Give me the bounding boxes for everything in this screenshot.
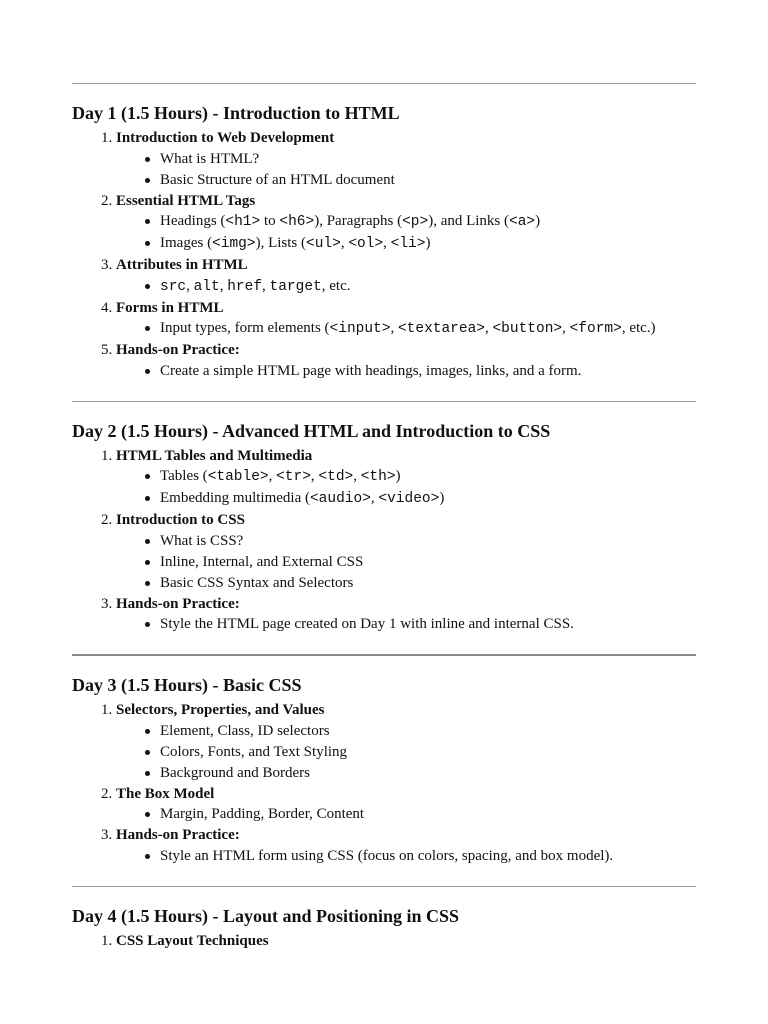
subtopic-text: ), and Links ( [428,213,510,229]
subtopic-text: Input types, form elements ( [160,320,330,336]
subtopic-item [160,466,696,488]
subtopic-item [160,804,696,825]
code-snippet: <table> [207,469,269,485]
topic-title: The Box Model [116,785,215,802]
subtopic-list [116,846,696,867]
code-snippet: <h1> [225,214,261,230]
subtopic-text: Images ( [160,235,213,251]
day-heading: Day 1 (1.5 Hours) - Introduction to HTML [72,103,400,123]
subtopic-item [160,170,696,191]
subtopic-item [160,552,696,573]
subtopic-item [160,846,696,867]
subtopic-text: , [219,277,228,294]
subtopic-text: ), Paragraphs ( [314,213,403,229]
code-snippet: <input> [329,321,391,337]
subtopic-text: , etc. [321,277,351,294]
subtopic-list [116,276,696,298]
subtopic-text: Embedding multimedia ( [160,490,310,506]
code-snippet: <form> [569,321,622,337]
topic-list [72,931,696,952]
subtopic-text: Colors, Fonts, and Text Styling [160,743,348,760]
topic-title: Attributes in HTML [116,257,248,273]
day-heading: Day 2 (1.5 Hours) - Advanced HTML and Introduction to CSS [72,420,551,441]
code-snippet: <a> [509,214,536,230]
subtopic-list [116,804,696,825]
subtopic-list [116,361,696,382]
topic-item [116,446,696,511]
topic-item [116,825,696,867]
subtopic-item [160,211,696,233]
code-snippet: href [227,278,263,295]
subtopic-text: Tables ( [160,468,208,484]
code-snippet: <tr> [276,469,311,485]
topic-list [72,128,696,382]
section-divider [72,83,696,84]
code-snippet: alt [193,278,220,295]
subtopic-text: ) [535,213,541,229]
subtopic-text: Basic Structure of an HTML document [160,171,395,188]
code-snippet: <video> [378,491,440,507]
topic-item [116,784,696,826]
topic-title: Introduction to CSS [116,512,245,528]
topic-title: CSS Layout Techniques [116,932,269,949]
subtopic-list [116,614,696,635]
subtopic-text: , [310,468,319,484]
code-snippet: <ul> [306,236,341,252]
section-divider [72,401,696,402]
subtopic-text: Margin, Padding, Border, Content [160,806,365,822]
code-snippet: <th> [360,469,396,485]
code-snippet: <ol> [348,236,384,252]
subtopic-text: , etc.) [621,320,656,336]
section-divider [72,886,696,887]
subtopic-list [116,149,696,191]
code-snippet: <p> [402,214,429,230]
subtopic-item [160,233,696,255]
subtopic-item [160,149,696,170]
topic-title: Hands-on Practice: [116,827,240,843]
subtopic-list [116,466,696,510]
subtopic-text: , [390,320,398,336]
topic-title: Essential HTML Tags [116,192,256,209]
day-heading: Day 3 (1.5 Hours) - Basic CSS [72,675,302,695]
topic-item [116,340,696,382]
topic-title: Hands-on Practice: [116,342,240,358]
subtopic-text: Style an HTML form using CSS (focus on colors, spacing, and box model). [160,847,614,864]
code-snippet: <button> [492,321,563,337]
subtopic-text: , [353,468,361,484]
subtopic-text: Create a simple HTML page with headings, images, links, and a form. [160,362,582,379]
subtopic-item [160,276,696,298]
code-snippet: <textarea> [397,321,485,337]
section-divider [72,654,696,656]
topic-list [72,700,696,867]
subtopic-text: Headings ( [160,213,226,229]
subtopic-item [160,361,696,382]
topic-list [72,446,696,636]
subtopic-item [160,573,696,594]
subtopic-item [160,318,696,340]
topic-item [116,594,696,636]
subtopic-item [160,763,696,784]
topic-title: Forms in HTML [116,299,224,316]
subtopic-text: , [562,320,570,336]
subtopic-text: Background and Borders [160,764,310,781]
subtopic-text: ) [395,468,401,484]
code-snippet: <li> [390,236,426,252]
topic-title: Introduction to Web Development [116,130,335,146]
subtopic-item [160,488,696,510]
subtopic-text: , [268,468,277,484]
subtopic-text: , [340,235,349,251]
subtopic-text: Style the HTML page created on Day 1 with inline and internal CSS. [160,616,574,632]
topic-item [116,510,696,594]
topic-item [116,128,696,191]
code-snippet: target [269,278,322,295]
code-snippet: src [160,278,187,295]
topic-item [116,298,696,341]
subtopic-list [116,318,696,340]
code-snippet: <audio> [309,491,371,507]
topic-item [116,255,696,298]
code-snippet: <h6> [279,214,315,230]
subtopic-text: , [370,490,379,506]
topic-title: Selectors, Properties, and Values [116,702,325,718]
subtopic-text: to [260,213,280,229]
subtopic-text: , [262,277,270,294]
subtopic-item [160,742,696,763]
subtopic-text: ) [425,235,431,251]
topic-title: Hands-on Practice: [116,595,240,612]
subtopic-text: What is HTML? [160,150,260,167]
subtopic-list [116,721,696,784]
subtopic-text: , [484,320,493,336]
top-margin [72,0,696,83]
subtopic-text: Inline, Internal, and External CSS [160,553,364,570]
code-snippet: <img> [212,236,256,252]
day-heading: Day 4 (1.5 Hours) - Layout and Positioning in CSS [72,905,460,926]
subtopic-item [160,721,696,742]
subtopic-list [116,531,696,594]
subtopic-text: Element, Class, ID selectors [160,722,330,739]
subtopic-list [116,211,696,255]
topic-item [116,700,696,784]
topic-title: HTML Tables and Multimedia [116,447,313,464]
subtopic-text: What is CSS? [160,532,244,549]
subtopic-text: , [383,235,391,251]
code-snippet: <td> [318,469,354,485]
subtopic-item [160,531,696,552]
subtopic-text: ), Lists ( [255,235,306,251]
subtopic-text: ) [439,490,445,506]
topic-item [116,191,696,256]
topic-item [116,931,696,952]
subtopic-text: , [186,277,194,294]
subtopic-item [160,614,696,635]
subtopic-text: Basic CSS Syntax and Selectors [160,574,354,591]
